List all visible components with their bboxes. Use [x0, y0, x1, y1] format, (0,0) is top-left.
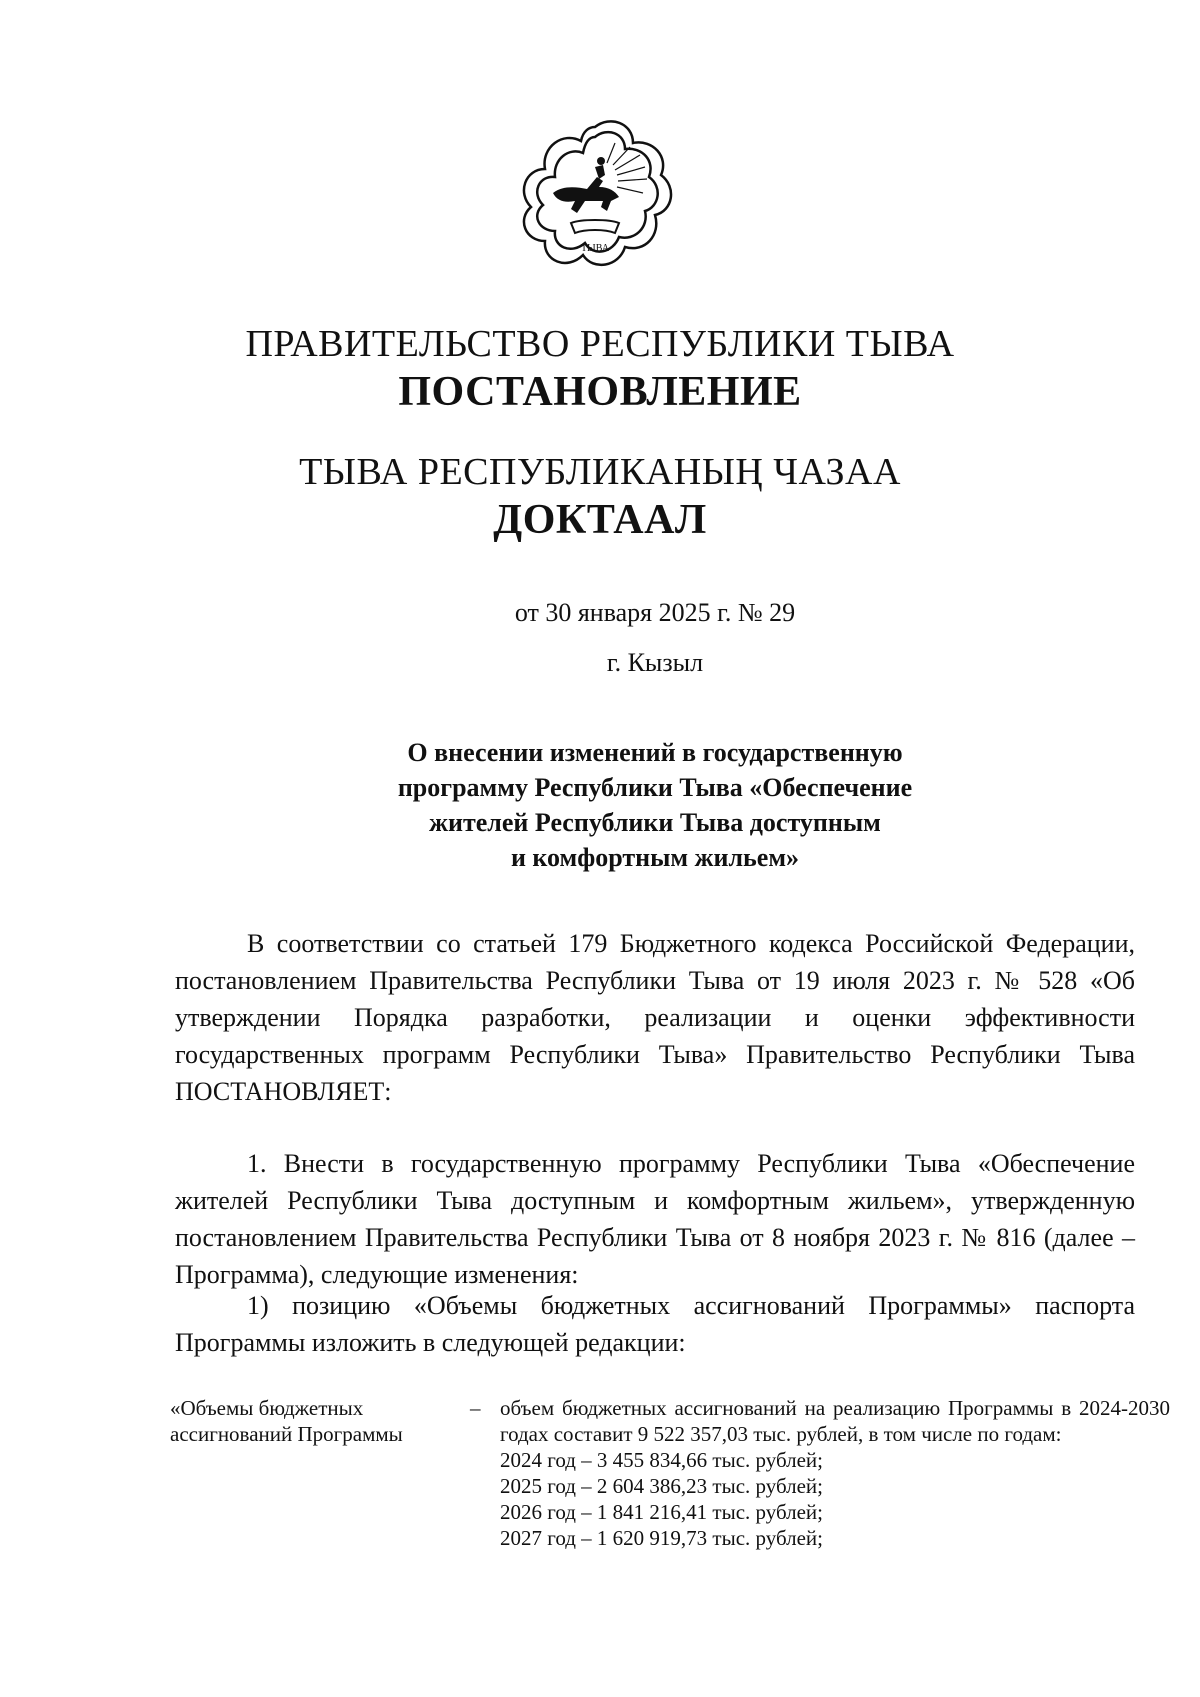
title-line: и комфортным жильем» [510, 843, 800, 872]
document-title [300, 735, 1010, 875]
document-type-tyvan: ДОКТААЛ [493, 497, 707, 543]
document-city: г. Кызыл [606, 648, 704, 677]
emblem-text: ТЫВА [580, 243, 610, 254]
passport-year-line: 2026 год – 1 841 216,41 тыс. рублей; [500, 1500, 824, 1524]
passport-year-line: 2024 год – 3 455 834,66 тыс. рублей; [500, 1448, 824, 1472]
passport-label: «Объемы бюджетных ассигнований Программы [170, 1396, 403, 1446]
title-line: О внесении изменений в государственную [407, 738, 903, 767]
document-type-russian: ПОСТАНОВЛЕНИЕ [398, 369, 802, 415]
tyva-coat-of-arms-icon [515, 115, 675, 275]
passport-value [500, 1395, 1170, 1551]
passport-year-line: 2027 год – 1 620 919,73 тыс. рублей; [500, 1526, 824, 1550]
body-paragraph-preamble: В соответствии со статьей 179 Бюджетного кодекса Российской Федерации, постановлением Правительства Республики Тыва от 19 июля 2023 г. № 528 «Об утверждении Порядка разработки, реализации и оценки эффективности государственных программ Республики Тыва» Правительство Республики Тыва ПОСТАНОВЛЯЕТ: [175, 929, 1135, 1106]
body-paragraph-item-1: 1. Внести в государственную программу Республики Тыва «Обеспечение жителей Республики Тыва доступным и комфортным жильем», утвержденную постановлением Правительства Республики Тыва от 8 ноября 2023 г. № 816 (далее – Программа), следующие изменения: [175, 1149, 1135, 1289]
title-line: программу Республики Тыва «Обеспечение [397, 773, 913, 802]
passport-dash: – [470, 1396, 481, 1420]
passport-year-line: 2025 год – 2 604 386,23 тыс. рублей; [500, 1474, 824, 1498]
document-date-number: от 30 января 2025 г. № 29 [514, 598, 796, 627]
government-name-russian: ПРАВИТЕЛЬСТВО РЕСПУБЛИКИ ТЫВА [245, 323, 955, 365]
passport-intro: объем бюджетных ассигнований на реализацию Программы в 2024-2030 годах составит 9 522 357,03 тыс. рублей, в том числе по годам: [500, 1396, 1170, 1446]
government-name-tyvan: ТЫВА РЕСПУБЛИКАНЫҢ ЧАЗАА [299, 451, 901, 493]
body-paragraph-subitem-1: 1) позицию «Объемы бюджетных ассигнований Программы» паспорта Программы изложить в следующей редакции: [175, 1291, 1135, 1357]
title-line: жителей Республики Тыва доступным [429, 808, 881, 837]
